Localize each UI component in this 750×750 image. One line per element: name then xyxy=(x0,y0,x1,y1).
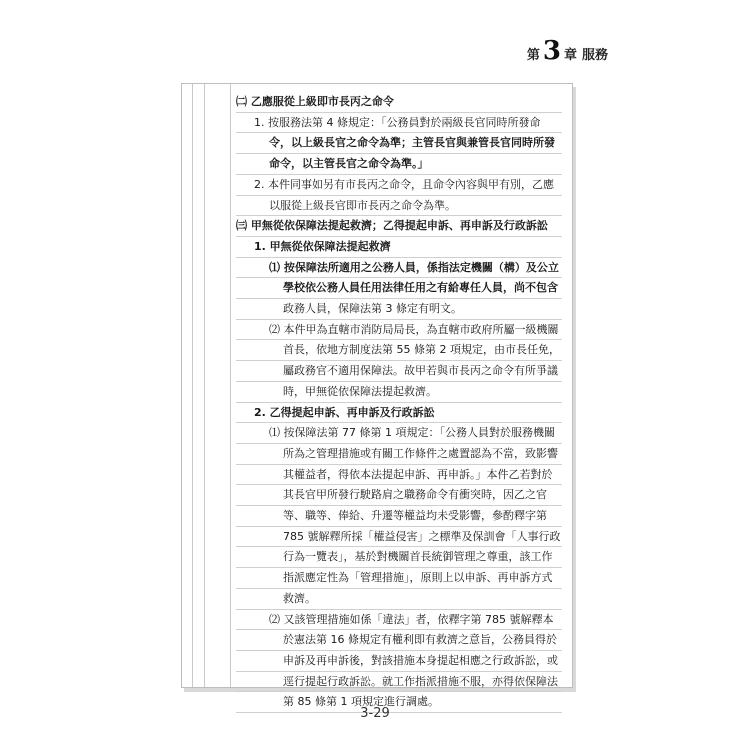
text-line: 命令，以主管長官之命令為準。」 xyxy=(236,154,562,175)
text-line: ⑵ 又該管理措施如係「違法」者，依釋字第 785 號解釋本 xyxy=(236,610,562,631)
text-line: 政務人員，保障法第 3 條定有明文。 xyxy=(236,299,562,320)
answer-text xyxy=(236,92,562,713)
text-line: 1. 按服務法第 4 條規定：「公務員對於兩級長官同時所發命 xyxy=(236,113,562,134)
chapter-header xyxy=(526,36,608,66)
text-line: 以服從上級長官即市長丙之命令為準。 xyxy=(236,196,562,217)
text-line: 救濟。 xyxy=(236,589,562,610)
text-line: 等、職等、俸給、升遷等權益均未受影響，參酌釋字第 xyxy=(236,506,562,527)
text-line: 1. 甲無從依保障法提起救濟 xyxy=(236,237,562,258)
text-line: 學校依公務人員任用法律任用之有給專任人員，尚不包含 xyxy=(236,278,562,299)
text-line: ⑵ 本件甲為直轄市消防局局長，為直轄市政府所屬一級機關 xyxy=(236,320,562,341)
text-line: 屬政務官不適用保障法。故甲若與市長丙之命令有所爭議 xyxy=(236,361,562,382)
text-line: ㈢ 甲無從依保障法提起救濟；乙得提起申訴、再申訴及行政訴訟 xyxy=(236,216,562,237)
text-line: 時，甲無從依保障法提起救濟。 xyxy=(236,382,562,403)
text-line: 785 號解釋所採「權益侵害」之標準及保訓會「人事行政 xyxy=(236,527,562,548)
text-line: 令，以上級長官之命令為準；主管長官與兼管長官同時所發 xyxy=(236,133,562,154)
margin-rule xyxy=(204,84,205,687)
margin-rule xyxy=(230,84,231,687)
text-line: 首長，依地方制度法第 55 條第 2 項規定，由市長任免， xyxy=(236,340,562,361)
chapter-number: 3 xyxy=(542,36,561,66)
text-line: ⑴ 按保障法所適用之公務人員，係指法定機關（構）及公立 xyxy=(236,258,562,279)
text-line: 第 85 條第 1 項規定進行調處。 xyxy=(236,692,562,713)
text-line: 所為之管理措施或有關工作條件之處置認為不當，致影響 xyxy=(236,444,562,465)
text-line: 其長官甲所發行駛路肩之職務命令有衝突時，因乙之官 xyxy=(236,485,562,506)
text-line: 其權益者，得依本法提起申訴、再申訴。」本件乙若對於 xyxy=(236,465,562,486)
text-line: 指派應定性為「管理措施」，原則上以申訴、再申訴方式 xyxy=(236,568,562,589)
answer-box xyxy=(181,83,573,709)
chapter-prefix: 第 xyxy=(526,47,540,63)
text-line: 2. 乙得提起申訴、再申訴及行政訴訟 xyxy=(236,403,562,424)
text-line: 申訴及再申訴後，對該措施本身提起相應之行政訴訟，或 xyxy=(236,651,562,672)
text-line: ⑴ 按保障法第 77 條第 1 項規定：「公務人員對於服務機關 xyxy=(236,423,562,444)
chapter-title: 服務 xyxy=(581,47,608,63)
text-line: 逕行提起行政訴訟。就工作指派措施不服，亦得依保障法 xyxy=(236,672,562,693)
text-line: 行為一覽表」，基於對機關首長統御管理之尊重，該工作 xyxy=(236,547,562,568)
text-line: 於憲法第 16 條規定有權利即有救濟之意旨，公務員得於 xyxy=(236,630,562,651)
text-line: ㈡ 乙應服從上級即市長丙之命令 xyxy=(236,92,562,113)
chapter-suffix: 章 xyxy=(563,47,577,63)
margin-rule xyxy=(192,84,193,687)
page-number: 3-29 xyxy=(360,706,390,721)
text-line: 2. 本件同事如另有市長丙之命令，且命令內容與甲有別，乙應 xyxy=(236,175,562,196)
